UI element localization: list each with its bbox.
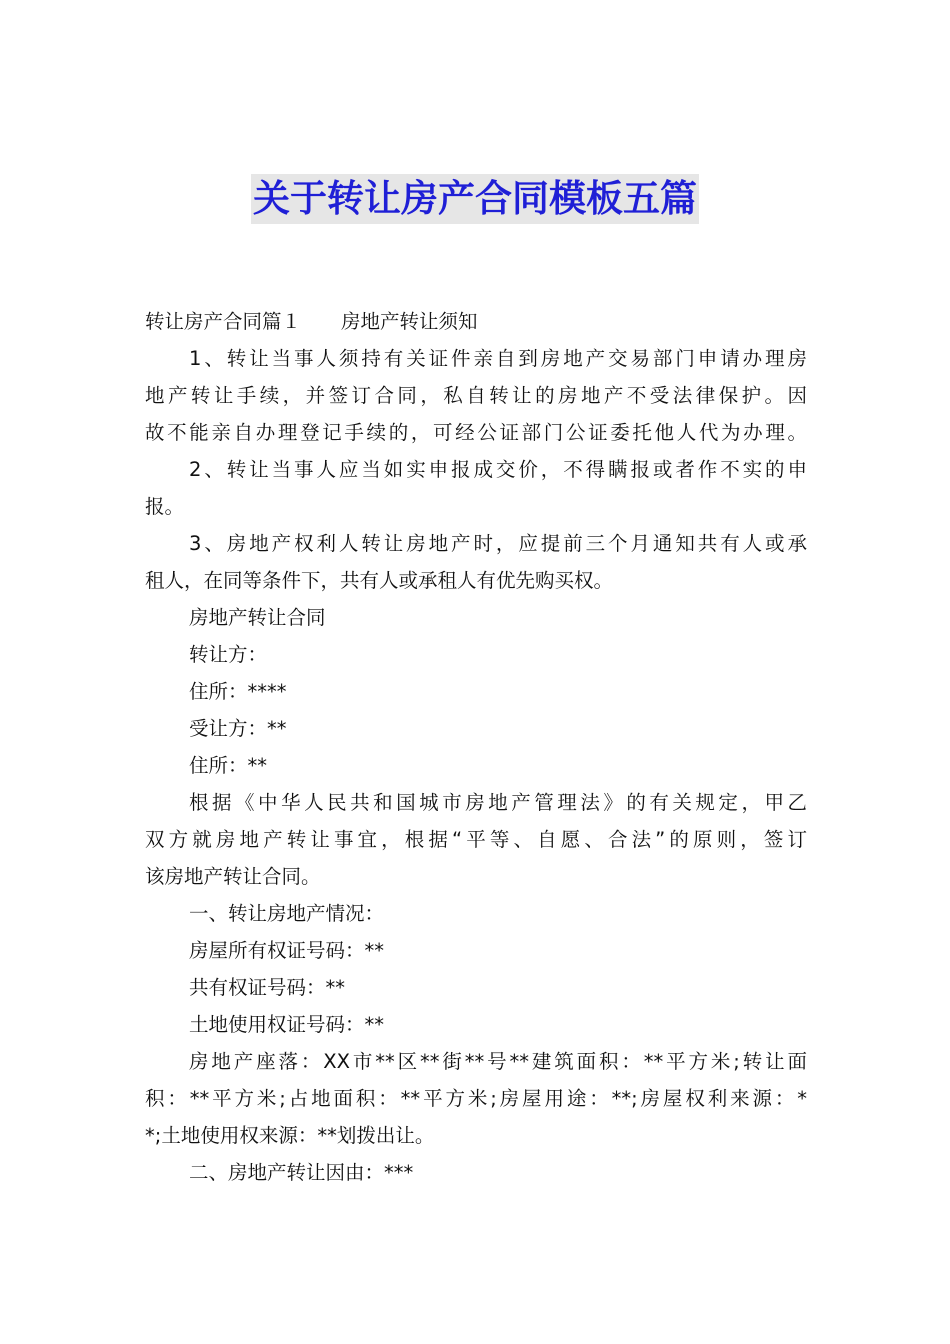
paragraph-line: 双方就房地产转让事宜，根据“平等、自愿、合法”的原则，签订 [145, 828, 807, 851]
paragraph-line: 租人，在同等条件下，共有人或承租人有优先购买权。 [145, 569, 614, 592]
paragraph-line: 房地产转让合同 [189, 606, 326, 629]
paragraph-line: 受让方：** [189, 717, 287, 740]
section-heading-left: 转让房产合同篇１ [145, 310, 302, 333]
paragraph-line: 根据《中华人民共和国城市房地产管理法》的有关规定，甲乙 [189, 791, 807, 814]
paragraph-line: 房地产座落：XX市**区**街**号**建筑面积：**平方米;转让面 [189, 1050, 807, 1073]
paragraph-line: 转让方： [189, 643, 268, 666]
paragraph-line: 2、转让当事人应当如实申报成交价，不得瞒报或者作不实的申 [189, 458, 807, 481]
paragraph-line: 该房地产转让合同。 [145, 865, 321, 888]
paragraph-line: 一、转让房地产情况： [189, 902, 385, 925]
section-heading-right: 房地产转让须知 [341, 310, 478, 333]
paragraph-line: 1、转让当事人须持有关证件亲自到房地产交易部门申请办理房 [189, 347, 807, 370]
paragraph-line: 住所：**** [189, 680, 287, 703]
document-body [145, 303, 807, 1191]
section-heading [145, 303, 807, 340]
paragraph-line: 住所：** [189, 754, 268, 777]
paragraph-line: 积：**平方米;占地面积：**平方米;房屋用途：**;房屋权利来源：* [145, 1087, 807, 1110]
paragraph-line: 地产转让手续，并签订合同，私自转让的房地产不受法律保护。因 [145, 384, 807, 407]
paragraph-line: 房屋所有权证号码：** [189, 939, 385, 962]
paragraph-line: 二、房地产转让因由：*** [189, 1161, 414, 1184]
paragraph-line: 故不能亲自办理登记手续的，可经公证部门公证委托他人代为办理。 [145, 421, 807, 444]
paragraph-line: *;土地使用权来源：**划拨出让。 [145, 1124, 435, 1147]
paragraph-line: 共有权证号码：** [189, 976, 346, 999]
paragraph-line: 报。 [145, 495, 185, 518]
paragraph-line: 3、房地产权利人转让房地产时，应提前三个月通知共有人或承 [189, 532, 807, 555]
title-wrap [0, 174, 950, 224]
paragraph-line: 土地使用权证号码：** [189, 1013, 385, 1036]
document-title: 关于转让房产合同模板五篇 [251, 174, 699, 224]
